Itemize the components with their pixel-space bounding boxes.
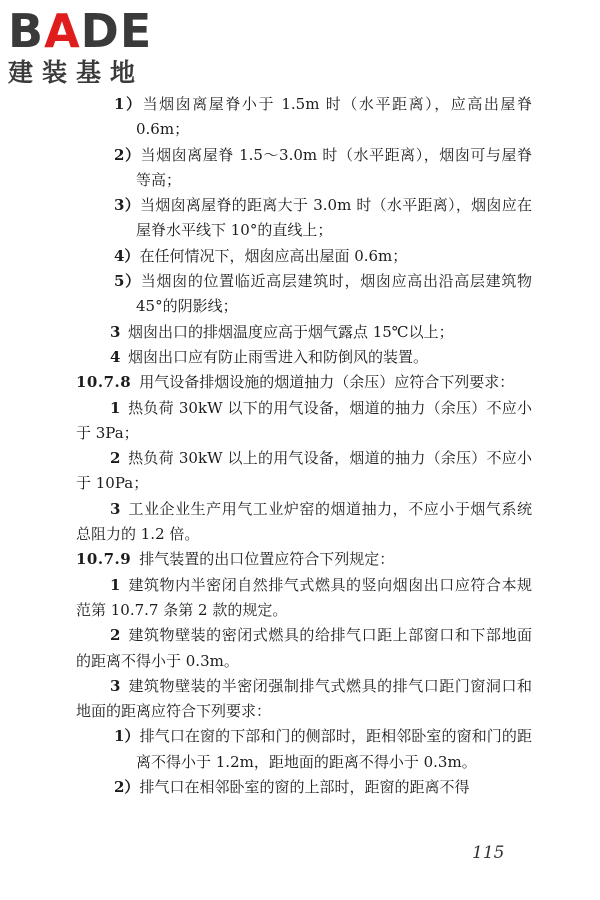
item-number: 4） (114, 246, 140, 265)
item-paragraph (76, 320, 532, 345)
sub-item-paragraph (76, 244, 532, 269)
logo-letter-b: B (8, 4, 45, 58)
clause-number: 10.7.9 (76, 550, 132, 569)
paragraph-text: 排气口在相邻卧室的窗的上部时，距窗的距离不得 (139, 778, 470, 797)
logo-wordmark (8, 6, 178, 56)
sub-item-paragraph (76, 143, 532, 194)
item-paragraph (76, 674, 532, 725)
sub-item-paragraph (76, 193, 532, 244)
item-number: 3 (110, 322, 121, 341)
paragraph-text: 排气口在窗的下部和门的侧部时，距相邻卧室的窗和门的距离不得小于 1.2m，距地面的距离不得小于 0.3m。 (136, 727, 533, 771)
sub-item-paragraph (76, 775, 532, 800)
item-paragraph (76, 345, 532, 370)
paragraph-text: 建筑物壁装的密闭式燃具的给排气口距上部窗口和下部地面的距离不得小于 0.3m。 (76, 626, 532, 670)
sub-item-paragraph (76, 269, 532, 320)
item-paragraph (76, 623, 532, 674)
paragraph-text: 在任何情况下，烟囱应高出屋面 0.6m； (139, 246, 408, 265)
page-number: 115 (472, 843, 505, 863)
logo (8, 6, 178, 90)
item-number: 2 (110, 626, 121, 645)
clause-number: 10.7.8 (76, 373, 132, 392)
logo-letter-a-accent: A (44, 4, 81, 58)
paragraph-text: 当烟囱离屋脊的距离大于 3.0m 时（水平距离），烟囱应在屋脊水平线下 10°的直线上； (136, 196, 532, 240)
item-number: 4 (110, 347, 121, 366)
item-number: 1） (114, 727, 140, 746)
item-number: 1 (110, 575, 121, 594)
clause-paragraph (76, 370, 532, 395)
item-paragraph (76, 446, 532, 497)
paragraph-text: 当烟囱的位置临近高层建筑时，烟囱应高出沿高层建筑物 45°的阴影线； (136, 272, 532, 316)
paragraph-text: 当烟囱离屋脊小于 1.5m 时（水平距离），应高出屋脊 0.6m； (136, 95, 532, 139)
paragraph-text: 建筑物壁装的半密闭强制排气式燃具的排气口距门窗洞口和地面的距离应符合下列要求： (76, 676, 532, 721)
logo-letters-de: DE (80, 4, 153, 58)
item-paragraph (76, 573, 532, 624)
page-content (76, 92, 532, 800)
paragraph-text: 热负荷 30kW 以上的用气设备，烟道的抽力（余压）不应小于 10Pa； (76, 449, 532, 493)
item-paragraph (76, 497, 532, 548)
sub-item-paragraph (76, 92, 532, 143)
paragraph-text: 工业企业生产用气工业炉窑的烟道抽力，不应小于烟气系统总阻力的 1.2 倍。 (76, 499, 532, 544)
clause-paragraph (76, 547, 532, 572)
item-number: 2） (114, 778, 140, 797)
paragraph-text: 当烟囱离屋脊 1.5～3.0m 时（水平距离），烟囱可与屋脊等高； (136, 145, 532, 189)
item-number: 2 (110, 449, 121, 468)
paragraph-text: 烟囱出口的排烟温度应高于烟气露点 15℃以上； (127, 322, 454, 341)
sub-item-paragraph (76, 724, 532, 775)
item-paragraph (76, 396, 532, 447)
item-number: 2） (114, 145, 141, 164)
paragraph-text: 建筑物内半密闭自然排气式燃具的竖向烟囱出口应符合本规范第 10.7.7 条第 2 款的规定。 (76, 575, 532, 619)
paragraph-text: 用气设备排烟设施的烟道抽力（余压）应符合下列要求： (139, 373, 515, 392)
item-number: 3 (110, 499, 121, 518)
item-number: 3 (110, 676, 121, 695)
item-number: 3） (114, 196, 141, 215)
paragraph-text: 烟囱出口应有防止雨雪进入和防倒风的装置。 (127, 347, 428, 366)
logo-chinese-name: 建装基地 (8, 58, 145, 87)
item-number: 1 (110, 398, 121, 417)
paragraph-text: 排气装置的出口位置应符合下列规定： (139, 550, 395, 569)
paragraph-text: 热负荷 30kW 以下的用气设备，烟道的抽力（余压）不应小于 3Pa； (76, 398, 532, 442)
item-number: 5） (114, 272, 141, 291)
item-number: 1） (114, 95, 143, 113)
